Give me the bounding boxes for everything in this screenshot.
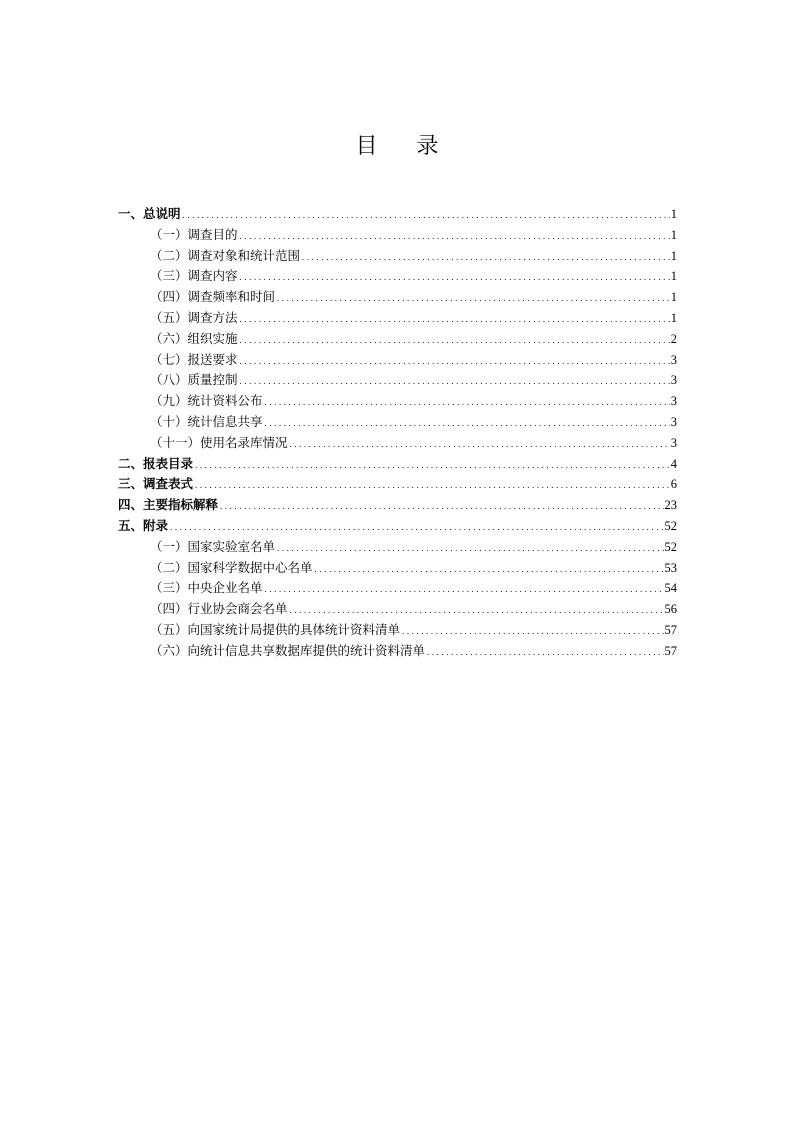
toc-dot-leader <box>239 268 670 289</box>
toc-entry-label: （六）向统计信息共享数据库提供的统计资料清单 <box>150 642 426 658</box>
toc-entry[interactable] <box>118 454 677 475</box>
toc-page-number: 54 <box>664 581 677 596</box>
toc-entry[interactable] <box>118 329 677 350</box>
toc-dot-leader <box>289 601 664 622</box>
toc-entry-label: （一）调查目的 <box>150 226 238 242</box>
toc-page-number: 57 <box>664 622 677 637</box>
toc-dot-leader <box>194 476 670 497</box>
toc-dot-leader <box>264 393 670 414</box>
toc-dot-leader <box>264 414 670 435</box>
toc-page-number: 1 <box>670 310 677 325</box>
toc-page-number: 56 <box>664 602 677 617</box>
toc-dot-leader <box>219 497 663 518</box>
toc-dot-leader <box>301 248 670 269</box>
toc-entry[interactable] <box>118 474 677 495</box>
toc-page-number: 1 <box>670 269 677 284</box>
toc-entry[interactable] <box>118 266 677 287</box>
toc-page-number: 2 <box>670 331 677 346</box>
toc-entry-label: （八）质量控制 <box>150 372 238 388</box>
toc-entry[interactable] <box>118 578 677 599</box>
toc-entry[interactable] <box>118 641 677 662</box>
toc-dot-leader <box>276 289 670 310</box>
toc-entry-label: （四）调查频率和时间 <box>150 289 276 305</box>
toc-entry-label: （三）中央企业名单 <box>150 580 263 596</box>
toc-page-number: 52 <box>664 518 677 533</box>
toc-dot-leader <box>314 560 664 581</box>
toc-entry[interactable] <box>118 308 677 329</box>
page-title: 目 录 <box>355 134 455 159</box>
toc-dot-leader <box>401 622 663 643</box>
toc-page-number: 3 <box>670 373 677 388</box>
toc-page-number: 4 <box>670 456 677 471</box>
toc-entry-label: 四、主要指标解释 <box>118 497 219 513</box>
toc-page-number: 3 <box>670 394 677 409</box>
toc-entry-label: （四）行业协会商会名单 <box>150 601 288 617</box>
toc-dot-leader <box>276 539 663 560</box>
toc-page-number: 3 <box>670 435 677 450</box>
toc-entry[interactable] <box>118 558 677 579</box>
toc-page-number: 23 <box>664 498 677 513</box>
toc-dot-leader <box>239 352 670 373</box>
toc-dot-leader <box>182 206 670 227</box>
toc-page-number: 52 <box>664 539 677 554</box>
toc-entry[interactable] <box>118 599 677 620</box>
toc-dot-leader <box>194 456 670 477</box>
toc-entry[interactable] <box>118 287 677 308</box>
toc-entry-label: （七）报送要求 <box>150 351 238 367</box>
toc-entry[interactable] <box>118 204 677 225</box>
toc-entry-label: 一、总说明 <box>118 206 181 221</box>
toc-page-number: 1 <box>670 227 677 242</box>
toc-entry-label: 三、调查表式 <box>118 476 194 492</box>
toc-page-number: 6 <box>670 477 677 492</box>
toc-entry[interactable] <box>118 391 677 412</box>
toc-page-number: 3 <box>670 352 677 367</box>
toc-entry[interactable] <box>118 412 677 433</box>
toc-entry-label: （一）国家实验室名单 <box>150 538 276 554</box>
toc-dot-leader <box>239 310 670 331</box>
toc-entry[interactable] <box>118 620 677 641</box>
toc-entry[interactable] <box>118 516 677 537</box>
toc-entry-label: （十）统计信息共享 <box>150 413 263 429</box>
toc-page-number: 1 <box>670 207 677 221</box>
toc-entry-label: （十一）使用名录库情况 <box>150 434 288 450</box>
toc-dot-leader <box>239 331 670 352</box>
toc-page-number: 57 <box>664 643 677 658</box>
toc-dot-leader <box>289 435 670 456</box>
toc-entry-label: （二）调查对象和统计范围 <box>150 247 301 263</box>
toc-entry[interactable] <box>118 350 677 371</box>
toc-entry-label: 二、报表目录 <box>118 455 194 471</box>
toc-dot-leader <box>169 518 663 539</box>
toc-entry-label: （五）调查方法 <box>150 309 238 325</box>
toc-page-number: 3 <box>670 414 677 429</box>
toc-entry[interactable] <box>118 370 677 391</box>
toc-dot-leader <box>239 372 670 393</box>
table-of-contents <box>118 204 677 662</box>
toc-dot-leader <box>264 580 664 601</box>
toc-page-number: 1 <box>670 248 677 263</box>
toc-dot-leader <box>239 227 670 248</box>
toc-entry[interactable] <box>118 537 677 558</box>
toc-entry[interactable] <box>118 225 677 246</box>
toc-entry-label: （二）国家科学数据中心名单 <box>150 559 313 575</box>
toc-dot-leader <box>426 643 663 664</box>
toc-page-number: 53 <box>664 560 677 575</box>
toc-entry[interactable] <box>118 433 677 454</box>
toc-entry[interactable] <box>118 495 677 516</box>
toc-entry-label: （六）组织实施 <box>150 330 238 346</box>
toc-entry-label: （九）统计资料公布 <box>150 393 263 409</box>
toc-entry-label: （五）向国家统计局提供的具体统计资料清单 <box>150 621 401 637</box>
toc-page-number: 1 <box>670 290 677 305</box>
toc-entry-label: 五、附录 <box>118 517 169 533</box>
toc-entry[interactable] <box>118 246 677 267</box>
toc-entry-label: （三）调查内容 <box>150 268 238 284</box>
